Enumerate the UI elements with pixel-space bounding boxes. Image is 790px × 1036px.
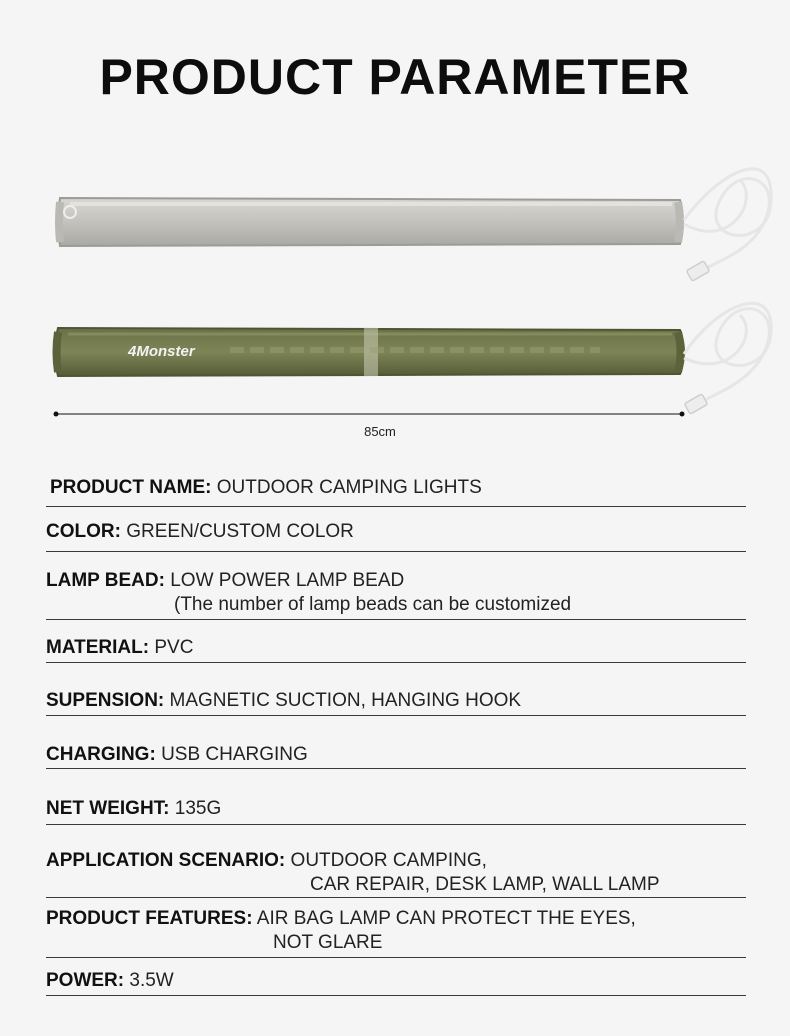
dimension-label: 85cm bbox=[364, 424, 396, 439]
spec-key: NET WEIGHT: bbox=[46, 798, 170, 819]
usb-cable-top bbox=[684, 169, 771, 281]
spec-value-continuation: CAR REPAIR, DESK LAMP, WALL LAMP bbox=[310, 874, 660, 895]
spec-value: MAGNETIC SUCTION, HANGING HOOK bbox=[169, 690, 522, 711]
spec-value: LOW POWER LAMP BEAD bbox=[170, 570, 405, 591]
spec-key: PRODUCT FEATURES: bbox=[46, 908, 253, 929]
spec-key: SUPENSION: bbox=[46, 690, 165, 711]
spec-value: GREEN/CUSTOM COLOR bbox=[126, 521, 354, 542]
spec-key: COLOR: bbox=[46, 521, 121, 542]
spec-key: LAMP BEAD: bbox=[46, 570, 165, 591]
spec-value: 3.5W bbox=[129, 970, 174, 991]
spec-key: CHARGING: bbox=[46, 744, 156, 765]
spec-row-application-scenario bbox=[46, 849, 746, 898]
product-image bbox=[0, 140, 790, 450]
spec-row-product-features bbox=[46, 907, 746, 958]
spec-key: MATERIAL: bbox=[46, 637, 150, 658]
spec-value: OUTDOOR CAMPING LIGHTS bbox=[216, 477, 482, 498]
page-title: PRODUCT PARAMETER bbox=[99, 49, 691, 105]
spec-value: 135G bbox=[174, 798, 222, 819]
spec-row-power bbox=[46, 969, 746, 996]
spec-key: POWER: bbox=[46, 970, 125, 991]
spec-value-continuation: (The number of lamp beads can be customized bbox=[174, 594, 572, 615]
usb-cable-bottom bbox=[684, 303, 771, 414]
spec-row-material bbox=[46, 636, 746, 663]
spec-value: OUTDOOR CAMPING, bbox=[290, 850, 487, 871]
brand-logo: 4Monster bbox=[128, 343, 195, 360]
spec-row-net-weight bbox=[46, 797, 746, 825]
lamp-tube-grey bbox=[58, 198, 683, 246]
dimension-line bbox=[54, 412, 685, 417]
spec-value: PVC bbox=[154, 637, 194, 658]
spec-row-suspension bbox=[46, 689, 746, 716]
spec-row-charging bbox=[46, 743, 746, 769]
spec-value: USB CHARGING bbox=[161, 744, 308, 765]
spec-row-lamp-bead bbox=[46, 569, 746, 620]
spec-value: AIR BAG LAMP CAN PROTECT THE EYES, bbox=[256, 908, 636, 929]
spec-row-color bbox=[46, 520, 746, 552]
spec-key: PRODUCT NAME: bbox=[50, 477, 212, 498]
spec-value-continuation: NOT GLARE bbox=[273, 932, 383, 953]
spec-key: APPLICATION SCENARIO: bbox=[46, 850, 286, 871]
spec-row-product-name bbox=[46, 476, 746, 507]
